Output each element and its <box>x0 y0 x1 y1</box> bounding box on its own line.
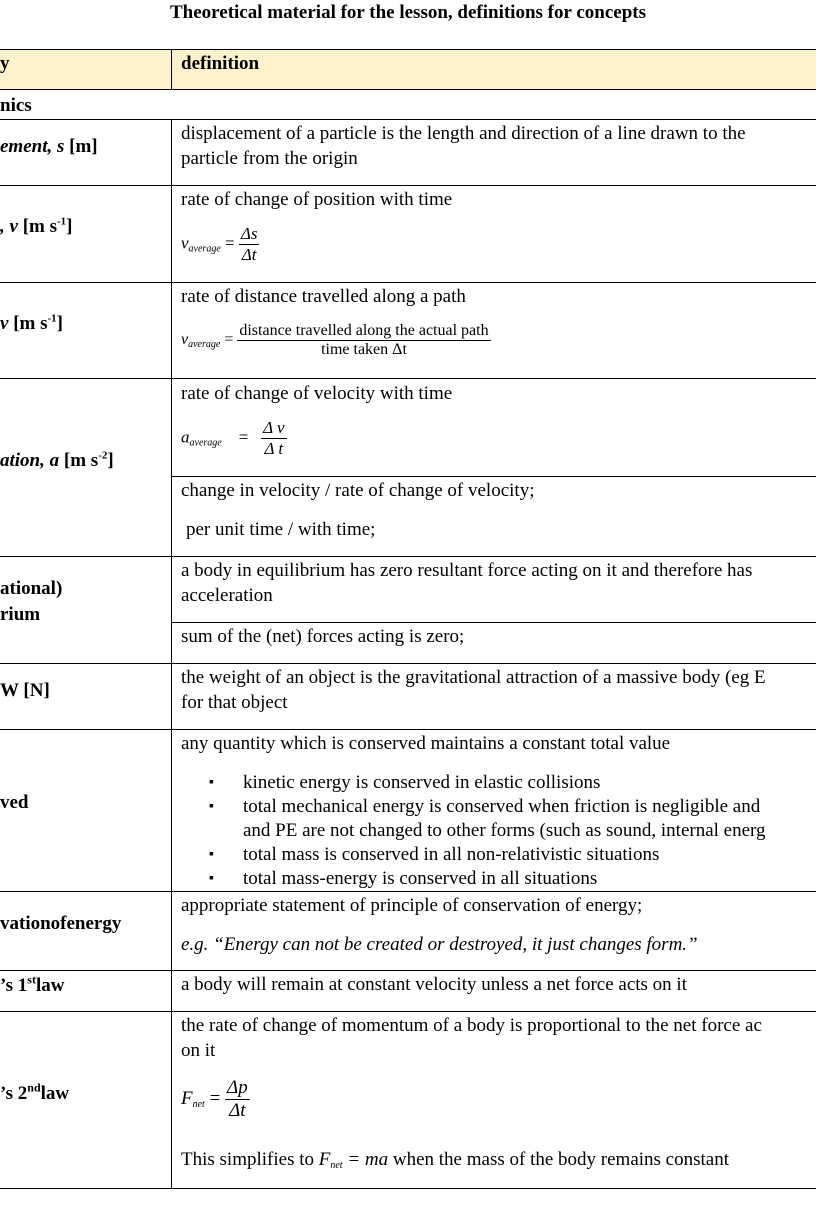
definition-weight-line2: for that object <box>181 692 288 713</box>
definition-velocity: rate of change of position with time <box>181 189 453 210</box>
definition-speed: rate of distance travelled along a path <box>181 286 466 307</box>
section-label: nics <box>0 95 32 116</box>
quantity-acceleration: ation, a [m $s^{-2}$] <box>0 450 114 472</box>
definition-equilibrium-alt: sum of the (net) forces acting is zero; <box>181 626 465 647</box>
definition-acceleration: rate of change of velocity with time <box>181 383 453 404</box>
quantity-speed: v [m $s^{-1}$] <box>0 313 63 335</box>
conserved-bullet-list <box>181 771 766 891</box>
row-divider <box>0 1011 816 1012</box>
quantity-weight: W [N] <box>0 680 50 701</box>
quantity-newton-first-law: ’s 1stlaw <box>0 973 65 997</box>
header-quantity: y <box>0 53 10 74</box>
table-border-bottom <box>0 1188 816 1189</box>
equation-speed: $v_{average}$ = $\frac{\text{distance travelled along the actual path}}{\text{time taken Δt}}$ <box>181 322 489 358</box>
row-divider <box>0 378 816 379</box>
definition-conserved: any quantity which is conserved maintains a constant total value <box>181 733 671 754</box>
row-divider <box>0 970 816 971</box>
table-border-top <box>0 49 816 50</box>
newton-second-law-simplification: This simplifies to $F_{net}$ = ma when the mass of the body remains constant <box>181 1149 729 1171</box>
equation-velocity: $v_{average}$ = $\frac{\Delta s}{\Delta t}$ <box>181 224 258 264</box>
definition-acceleration-alt: change in velocity / rate of change of velocity; <box>181 480 535 501</box>
definition-newton-second-law-line1: the rate of change of momentum of a body is proportional to the net force ac <box>181 1015 762 1036</box>
quantity-equilibrium-line1: ational) <box>0 578 63 599</box>
row-divider <box>0 89 816 90</box>
definition-newton-second-law-line2: on it <box>181 1040 216 1061</box>
definition-acceleration-alt2: per unit time / with time; <box>186 519 376 540</box>
equation-acceleration: $a_{average}$ = $\frac{\text{Δ v}}{\text{Δ t}}$ <box>181 418 285 458</box>
list-item: ▪ total mass is conserved in all non-relativistic situations <box>181 843 766 867</box>
quantity-velocity: , v [m $s^{-1}$] <box>0 216 73 238</box>
definition-newton-first-law: a body will remain at constant velocity unless a net force acts on it <box>181 974 687 995</box>
row-divider <box>171 476 816 477</box>
quantity-displacement: ement, s [m] <box>0 136 98 157</box>
column-divider <box>171 49 172 90</box>
row-divider <box>0 891 816 892</box>
equation-newton-second-law: $F_{net}$ = $\frac{\Delta p}{\Delta t}$ <box>181 1077 248 1121</box>
quantity-newton-second-law: ’s 2ndlaw <box>0 1081 70 1105</box>
list-item: ▪ kinetic energy is conserved in elastic collisions <box>181 771 766 795</box>
definition-displacement-line2: particle from the origin <box>181 148 358 169</box>
row-divider <box>0 663 816 664</box>
list-item: ▪ total mechanical energy is conserved when friction is negligible and <box>181 795 766 819</box>
definition-conservation-of-energy: appropriate statement of principle of conservation of energy; <box>181 895 643 916</box>
row-divider <box>0 282 816 283</box>
definition-weight-line1: the weight of an object is the gravitational attraction of a massive body (eg E <box>181 667 766 688</box>
row-divider <box>171 622 816 623</box>
page-title: Theoretical material for the lesson, definitions for concepts <box>170 2 646 23</box>
definition-equilibrium-line1: a body in equilibrium has zero resultant force acting on it and therefore has <box>181 560 753 581</box>
header-definition: definition <box>181 53 260 74</box>
definition-conservation-example: e.g. “Energy can not be created or destroyed, it just changes form.” <box>181 934 698 955</box>
row-divider <box>0 556 816 557</box>
list-item: ▪ total mass-energy is conserved in all situations <box>181 867 766 891</box>
quantity-conserved: ved <box>0 792 29 813</box>
list-item-continuation: and PE are not changed to other forms (such as sound, internal energ <box>243 820 766 841</box>
quantity-conservation-of-energy: vationofenergy <box>0 913 122 934</box>
definition-displacement-line1: displacement of a particle is the length and direction of a line drawn to the <box>181 123 746 144</box>
column-divider <box>171 119 172 1189</box>
row-divider <box>0 729 816 730</box>
quantity-equilibrium-line2: rium <box>0 604 41 625</box>
row-divider <box>0 119 816 120</box>
definition-equilibrium-line2: acceleration <box>181 585 273 606</box>
row-divider <box>0 185 816 186</box>
